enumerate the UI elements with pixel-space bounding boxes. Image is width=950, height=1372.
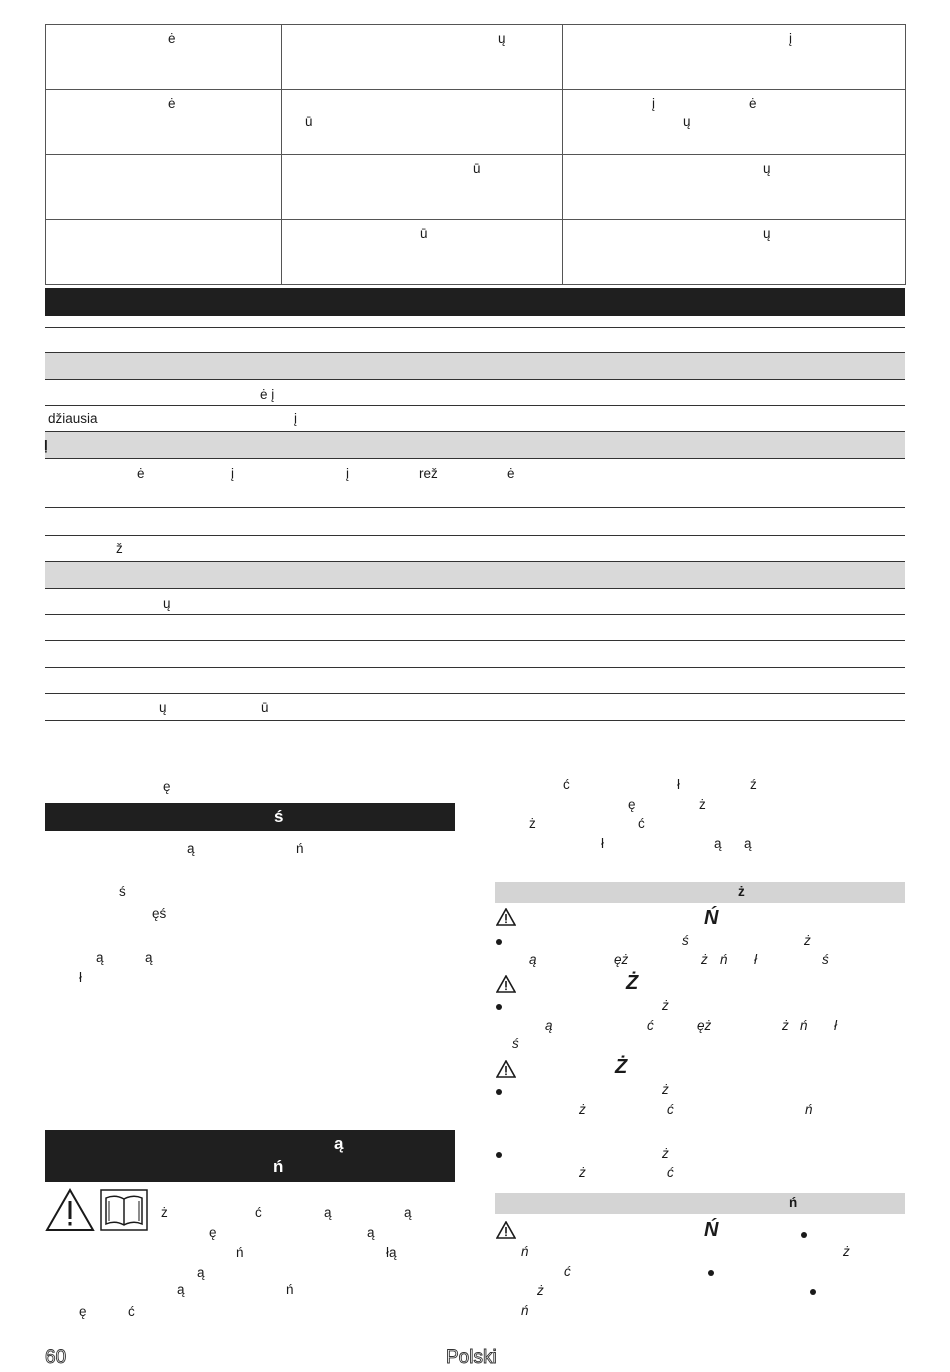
subsection-title: ń	[789, 1195, 798, 1210]
body-text: ż	[579, 1102, 586, 1117]
section-title: ń	[273, 1157, 284, 1176]
body-text: ć	[563, 777, 570, 792]
body-text: ć	[667, 1102, 674, 1117]
body-text: ż	[662, 1146, 669, 1161]
divider	[45, 327, 905, 328]
body-text: ć	[255, 1205, 262, 1220]
body-text: ł	[677, 777, 680, 792]
spec-group-row	[45, 432, 905, 458]
body-text: ą	[324, 1205, 332, 1220]
read-manual-icon	[99, 1188, 149, 1232]
cell-text: ū	[420, 226, 428, 241]
body-text: ń	[286, 1282, 294, 1297]
body-text: ś	[512, 1036, 519, 1051]
warning-triangle-icon	[496, 1221, 516, 1239]
body-text: ż	[804, 933, 811, 948]
cell-text: ė	[168, 96, 176, 111]
body-text: ż	[662, 998, 669, 1013]
cell-text: ų	[763, 161, 771, 176]
body-text: ą	[187, 841, 195, 856]
language-label: Polski	[446, 1347, 497, 1368]
body-text: ę	[209, 1225, 217, 1240]
body-text: ż	[662, 1082, 669, 1097]
divider	[45, 667, 905, 668]
body-text: ż	[537, 1283, 544, 1298]
divider	[45, 458, 905, 459]
section-title: ś	[274, 807, 284, 826]
spec-text: į	[346, 466, 349, 481]
body-text: ź	[750, 777, 757, 792]
body-text: ą	[367, 1225, 375, 1240]
body-text: ż	[701, 952, 708, 967]
body-text: ć	[128, 1304, 135, 1319]
spec-text: į	[231, 466, 234, 481]
bullet-icon	[708, 1270, 714, 1276]
cell-text: ė	[749, 96, 757, 111]
bullet-icon	[801, 1232, 807, 1238]
table-cell	[282, 155, 563, 220]
body-text: ś	[119, 884, 126, 899]
bullet-icon	[496, 939, 502, 945]
warning-triangle-icon	[496, 1060, 516, 1078]
table-cell	[563, 25, 906, 90]
body-text: ń	[521, 1303, 529, 1318]
table-cell	[282, 90, 563, 155]
table-row	[46, 90, 906, 155]
body-text: ł	[79, 970, 82, 985]
spec-text: ų	[163, 596, 171, 611]
spec-text: ė į	[260, 387, 275, 402]
spec-group-row	[45, 353, 905, 379]
table-row	[46, 155, 906, 220]
comparison-table	[45, 24, 906, 285]
divider	[45, 507, 905, 508]
spec-text: rež	[419, 466, 438, 481]
spec-group-title: ļ	[44, 438, 48, 453]
divider	[45, 588, 905, 589]
signal-word: Ż	[615, 1056, 628, 1078]
cell-text: į	[652, 96, 655, 111]
cell-text: ū	[473, 161, 481, 176]
body-text: ż	[699, 797, 706, 812]
spec-table-header	[45, 288, 905, 316]
cell-text: ū	[305, 114, 313, 129]
body-text: ż	[579, 1165, 586, 1180]
body-text: ę	[79, 1304, 87, 1319]
body-text: ć	[638, 816, 645, 831]
body-text: ą	[197, 1265, 205, 1280]
subsection-header	[495, 1193, 905, 1214]
body-text: ęż	[614, 952, 629, 967]
body-text: ł	[834, 1018, 837, 1033]
body-text: ą	[744, 836, 752, 851]
body-text: ę	[163, 779, 171, 794]
spec-text: džiausia	[48, 411, 98, 426]
body-text: ż	[782, 1018, 789, 1033]
table-cell	[563, 220, 906, 285]
spec-text: ė	[137, 466, 145, 481]
body-text: ęś	[152, 906, 167, 921]
subsection-title: ż	[738, 884, 745, 899]
table-row	[46, 25, 906, 90]
body-text: ś	[822, 952, 829, 967]
section-header	[45, 803, 455, 831]
body-text: ą	[714, 836, 722, 851]
spec-text: ū	[261, 700, 269, 715]
signal-word: Ż	[626, 972, 639, 994]
spec-text: ė	[507, 466, 515, 481]
spec-text: ų	[159, 700, 167, 715]
divider	[45, 405, 905, 406]
body-text: ą	[177, 1282, 185, 1297]
body-text: ą	[529, 952, 537, 967]
body-text: ń	[521, 1244, 529, 1259]
body-text: ł	[601, 836, 604, 851]
spec-text: į	[294, 411, 297, 426]
body-text: ć	[667, 1165, 674, 1180]
body-text: ż	[161, 1205, 168, 1220]
bullet-icon	[810, 1289, 816, 1295]
body-text: ś	[682, 933, 689, 948]
table-cell	[46, 155, 282, 220]
spec-group-row	[45, 562, 905, 588]
subsection-header	[495, 882, 905, 903]
body-text: ą	[96, 950, 104, 965]
table-row	[46, 220, 906, 285]
table-cell	[46, 220, 282, 285]
body-text: ą	[404, 1205, 412, 1220]
warning-triangle-icon	[45, 1188, 95, 1232]
body-text: ę	[628, 797, 636, 812]
section-title: ą	[334, 1134, 344, 1153]
bullet-icon	[496, 1004, 502, 1010]
body-text: ń	[236, 1245, 244, 1260]
body-text: ą	[145, 950, 153, 965]
warning-triangle-icon	[496, 975, 516, 993]
bullet-icon	[496, 1152, 502, 1158]
warning-triangle-icon	[496, 908, 516, 926]
table-cell	[282, 25, 563, 90]
divider	[45, 640, 905, 641]
spec-text: ž	[116, 541, 123, 556]
body-text: łą	[386, 1245, 397, 1260]
table-cell	[563, 90, 906, 155]
cell-text: ė	[168, 31, 176, 46]
body-text: ą	[545, 1018, 553, 1033]
cell-text: į	[789, 31, 792, 46]
body-text: ń	[720, 952, 728, 967]
body-text: ń	[296, 841, 304, 856]
body-text: ż	[843, 1244, 850, 1259]
divider	[45, 535, 905, 536]
table-cell	[282, 220, 563, 285]
signal-word: Ń	[704, 1219, 719, 1241]
cell-text: ų	[683, 114, 691, 129]
signal-word: Ń	[704, 907, 719, 929]
divider	[45, 379, 905, 380]
body-text: ć	[647, 1018, 654, 1033]
body-text: ć	[564, 1264, 571, 1279]
body-text: ń	[805, 1102, 813, 1117]
cell-text: ų	[763, 226, 771, 241]
cell-text: ų	[498, 31, 506, 46]
table-cell	[46, 90, 282, 155]
body-text: ń	[800, 1018, 808, 1033]
section-header	[45, 1130, 455, 1182]
page-number: 60	[45, 1347, 67, 1368]
body-text: ł	[754, 952, 757, 967]
divider	[45, 614, 905, 615]
divider	[45, 693, 905, 694]
bullet-icon	[496, 1089, 502, 1095]
body-text: ęż	[697, 1018, 712, 1033]
divider	[45, 720, 905, 721]
table-cell	[46, 25, 282, 90]
table-cell	[563, 155, 906, 220]
body-text: ż	[529, 816, 536, 831]
